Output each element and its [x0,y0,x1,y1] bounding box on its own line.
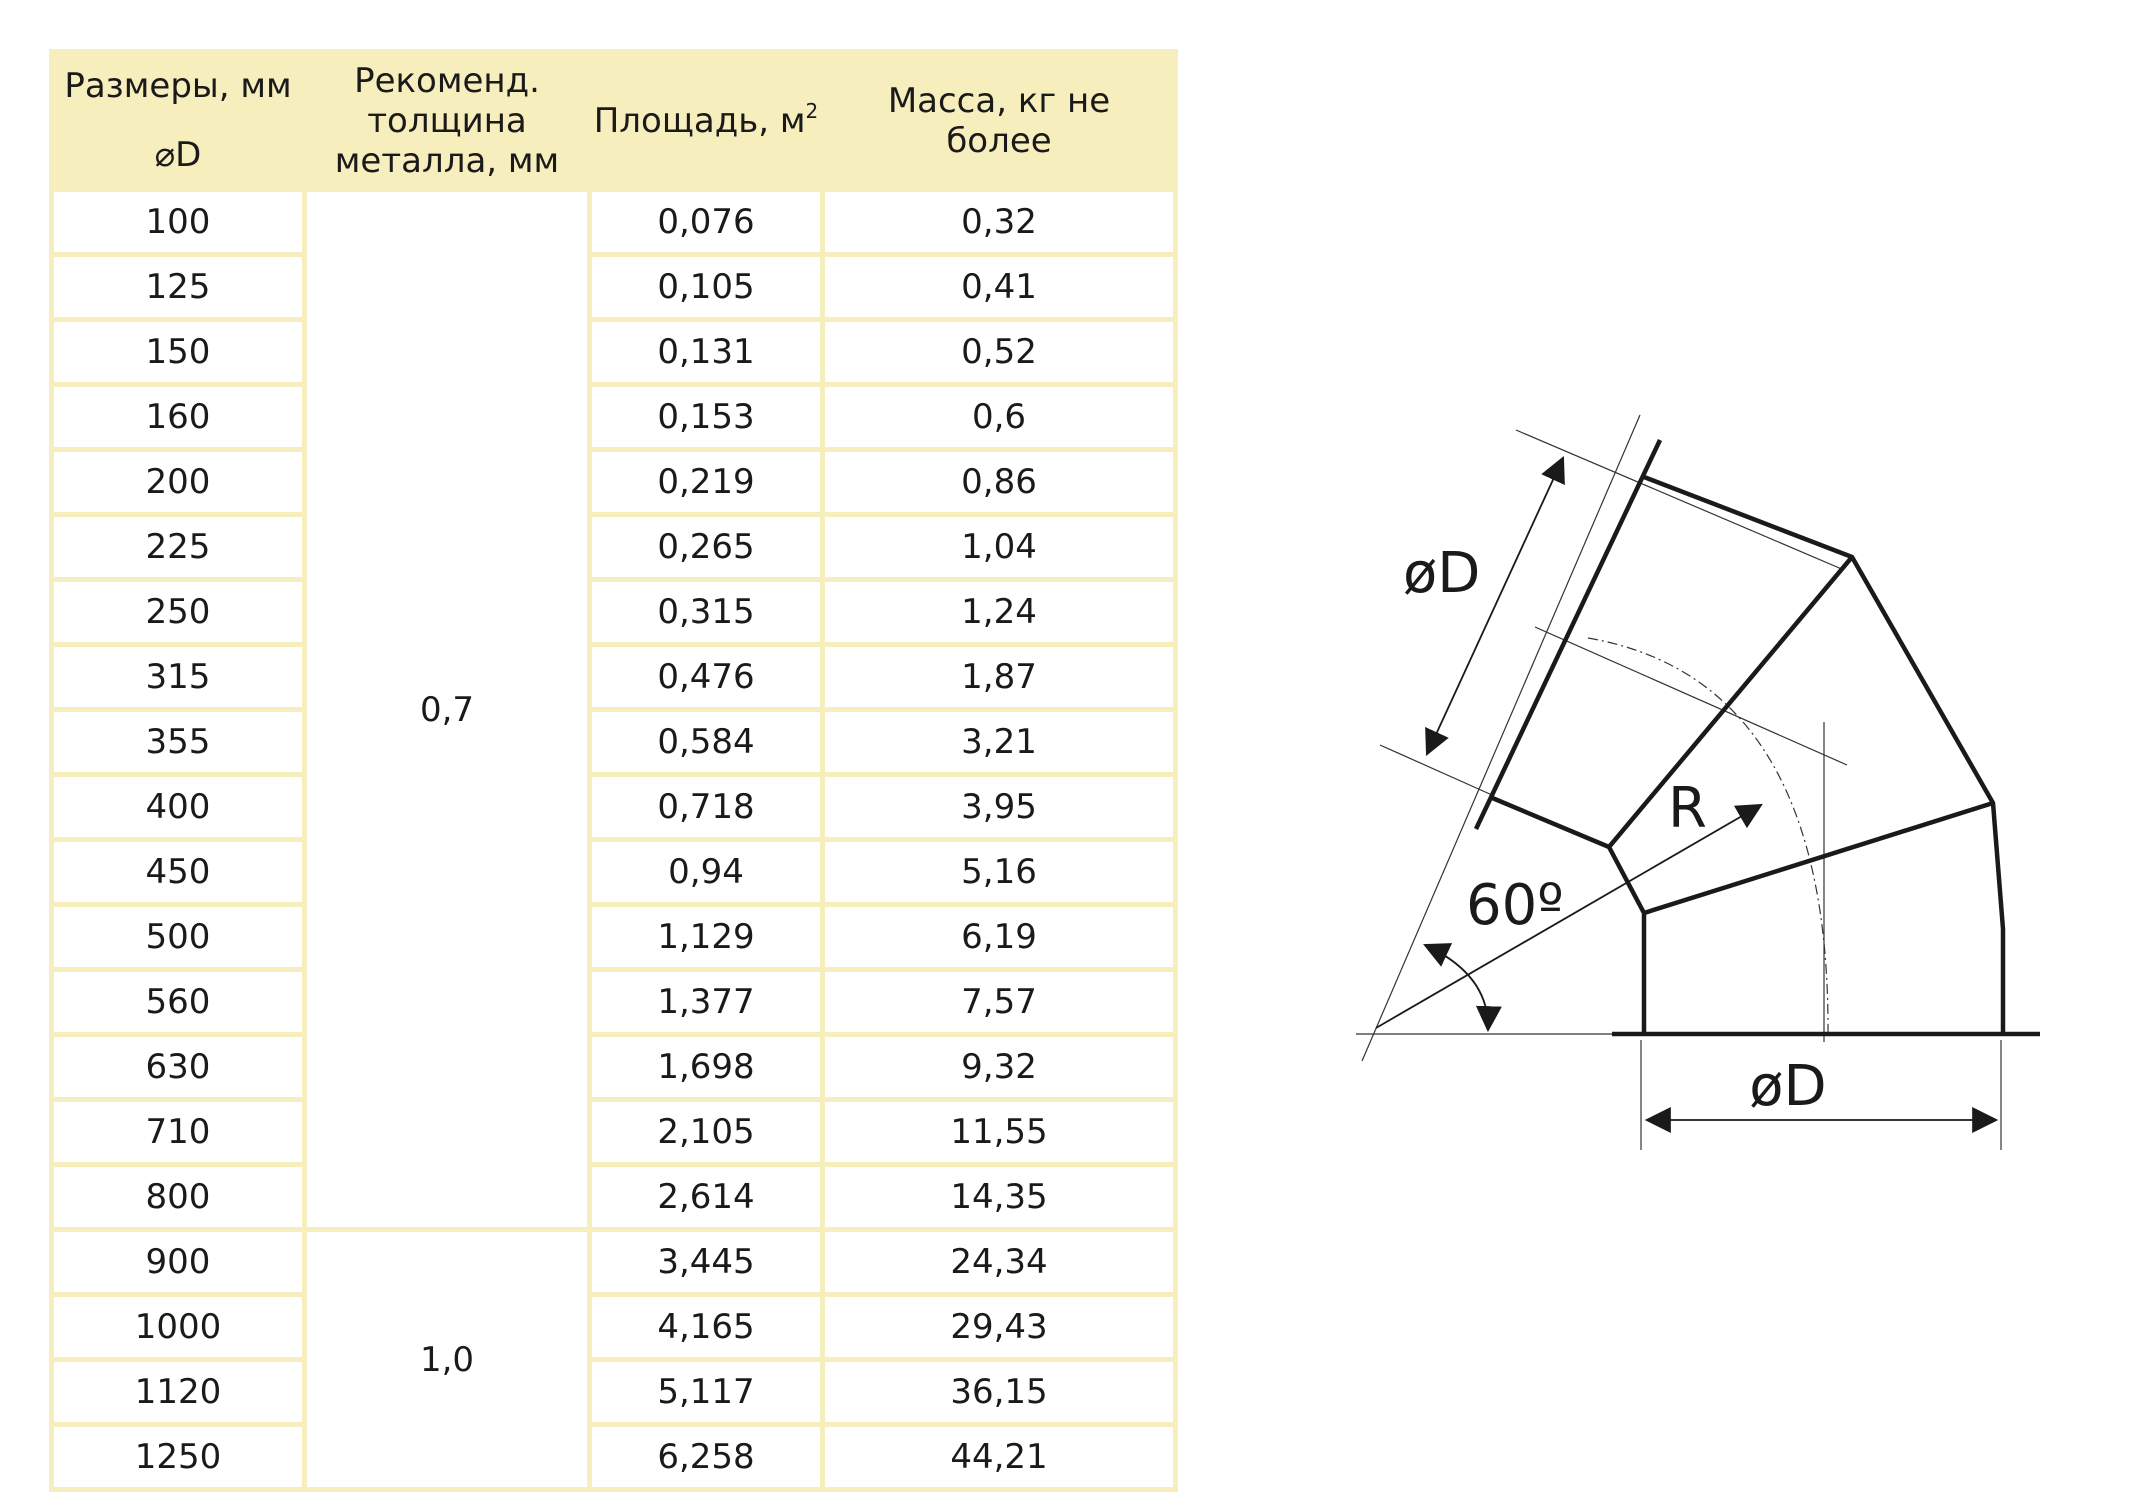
table-row [54,1232,1173,1292]
cell-mass: 3,21 [825,712,1173,772]
header-thickness: Рекоменд. толщина металла, мм [307,54,587,187]
cell-mass: 1,04 [825,517,1173,577]
cell-diameter: 125 [54,257,302,317]
cell-area: 0,718 [592,777,820,837]
elbow-60-diagram [1320,400,2060,1180]
table-row [54,257,1173,317]
cell-area: 1,377 [592,972,820,1032]
angle-label: 60º [1466,873,1564,938]
cell-diameter: 200 [54,452,302,512]
cell-mass: 11,55 [825,1102,1173,1162]
cell-diameter: 160 [54,387,302,447]
radius-extension-line [1535,627,1847,765]
elbow-outline [1476,440,2040,1034]
cell-area: 2,614 [592,1167,820,1227]
cell-area: 0,105 [592,257,820,317]
cell-mass: 14,35 [825,1167,1173,1227]
angle-arc-arrow [1425,945,1488,1030]
header-area [592,54,820,187]
cell-area: 0,476 [592,647,820,707]
cell-area: 0,315 [592,582,820,642]
cell-mass: 24,34 [825,1232,1173,1292]
cell-thickness-group: 0,7 [307,192,587,1227]
table-row [54,517,1173,577]
cell-mass: 36,15 [825,1362,1173,1422]
cell-area: 0,584 [592,712,820,772]
header-area-label: Площадь, м [593,100,806,141]
cell-diameter: 1000 [54,1297,302,1357]
cell-diameter: 355 [54,712,302,772]
table-row [54,192,1173,252]
cell-diameter: 560 [54,972,302,1032]
cell-mass: 7,57 [825,972,1173,1032]
cell-diameter: 1250 [54,1427,302,1487]
cell-area: 0,265 [592,517,820,577]
cell-diameter: 800 [54,1167,302,1227]
angle-ray-line [1362,415,1640,1061]
table-row [54,712,1173,772]
table-row [54,452,1173,512]
specification-table [49,49,1178,1492]
cell-area: 0,94 [592,842,820,902]
cell-mass: 9,32 [825,1037,1173,1097]
cell-diameter: 500 [54,907,302,967]
cell-area: 0,076 [592,192,820,252]
cell-area: 4,165 [592,1297,820,1357]
cell-area: 1,698 [592,1037,820,1097]
cell-mass: 1,24 [825,582,1173,642]
header-dimensions: Размеры, мм [54,54,302,118]
cell-area: 0,219 [592,452,820,512]
cell-diameter: 710 [54,1102,302,1162]
cell-area: 5,117 [592,1362,820,1422]
cell-diameter: 250 [54,582,302,642]
table-row [54,907,1173,967]
extension-line-top-left [1380,745,1492,795]
cell-mass: 44,21 [825,1427,1173,1487]
cell-diameter: 630 [54,1037,302,1097]
diameter-bottom-label: øD [1749,1054,1827,1119]
cell-diameter: 150 [54,322,302,382]
cell-mass: 0,32 [825,192,1173,252]
table-row [54,777,1173,837]
radius-label: R [1668,776,1707,841]
table-row [54,842,1173,902]
cell-area: 3,445 [592,1232,820,1292]
cell-mass: 0,52 [825,322,1173,382]
cell-diameter: 100 [54,192,302,252]
segment-joint-1 [1609,557,1852,847]
cell-area: 0,153 [592,387,820,447]
cell-thickness-group: 1,0 [307,1232,587,1487]
cell-mass: 0,41 [825,257,1173,317]
cell-mass: 0,6 [825,387,1173,447]
table-row [54,1167,1173,1227]
outer-left-edge [1476,440,1660,829]
cell-mass: 0,86 [825,452,1173,512]
cell-diameter: 400 [54,777,302,837]
header-mass: Масса, кг не более [825,54,1173,187]
diameter-top-arrow [1427,458,1563,754]
table-row [54,1102,1173,1162]
cell-diameter: 1120 [54,1362,302,1422]
table-row [54,972,1173,1032]
cell-mass: 5,16 [825,842,1173,902]
cell-mass: 3,95 [825,777,1173,837]
cell-mass: 1,87 [825,647,1173,707]
extension-line-top-right [1516,430,1844,570]
cell-diameter: 225 [54,517,302,577]
table-row [54,582,1173,642]
header-diameter: ⌀D [54,123,302,187]
cell-diameter: 315 [54,647,302,707]
cell-mass: 6,19 [825,907,1173,967]
header-area-superscript: 2 [805,98,819,123]
cell-area: 6,258 [592,1427,820,1487]
table-row [54,322,1173,382]
cell-diameter: 450 [54,842,302,902]
cell-diameter: 900 [54,1232,302,1292]
diameter-top-label: øD [1403,541,1481,606]
table-row [54,1427,1173,1487]
table-row [54,1037,1173,1097]
table-row [54,1297,1173,1357]
cell-mass: 29,43 [825,1297,1173,1357]
cell-area: 0,131 [592,322,820,382]
table-row [54,647,1173,707]
table-row [54,1362,1173,1422]
table-row [54,387,1173,447]
cell-area: 1,129 [592,907,820,967]
cell-area: 2,105 [592,1102,820,1162]
table-body [54,192,1173,1487]
